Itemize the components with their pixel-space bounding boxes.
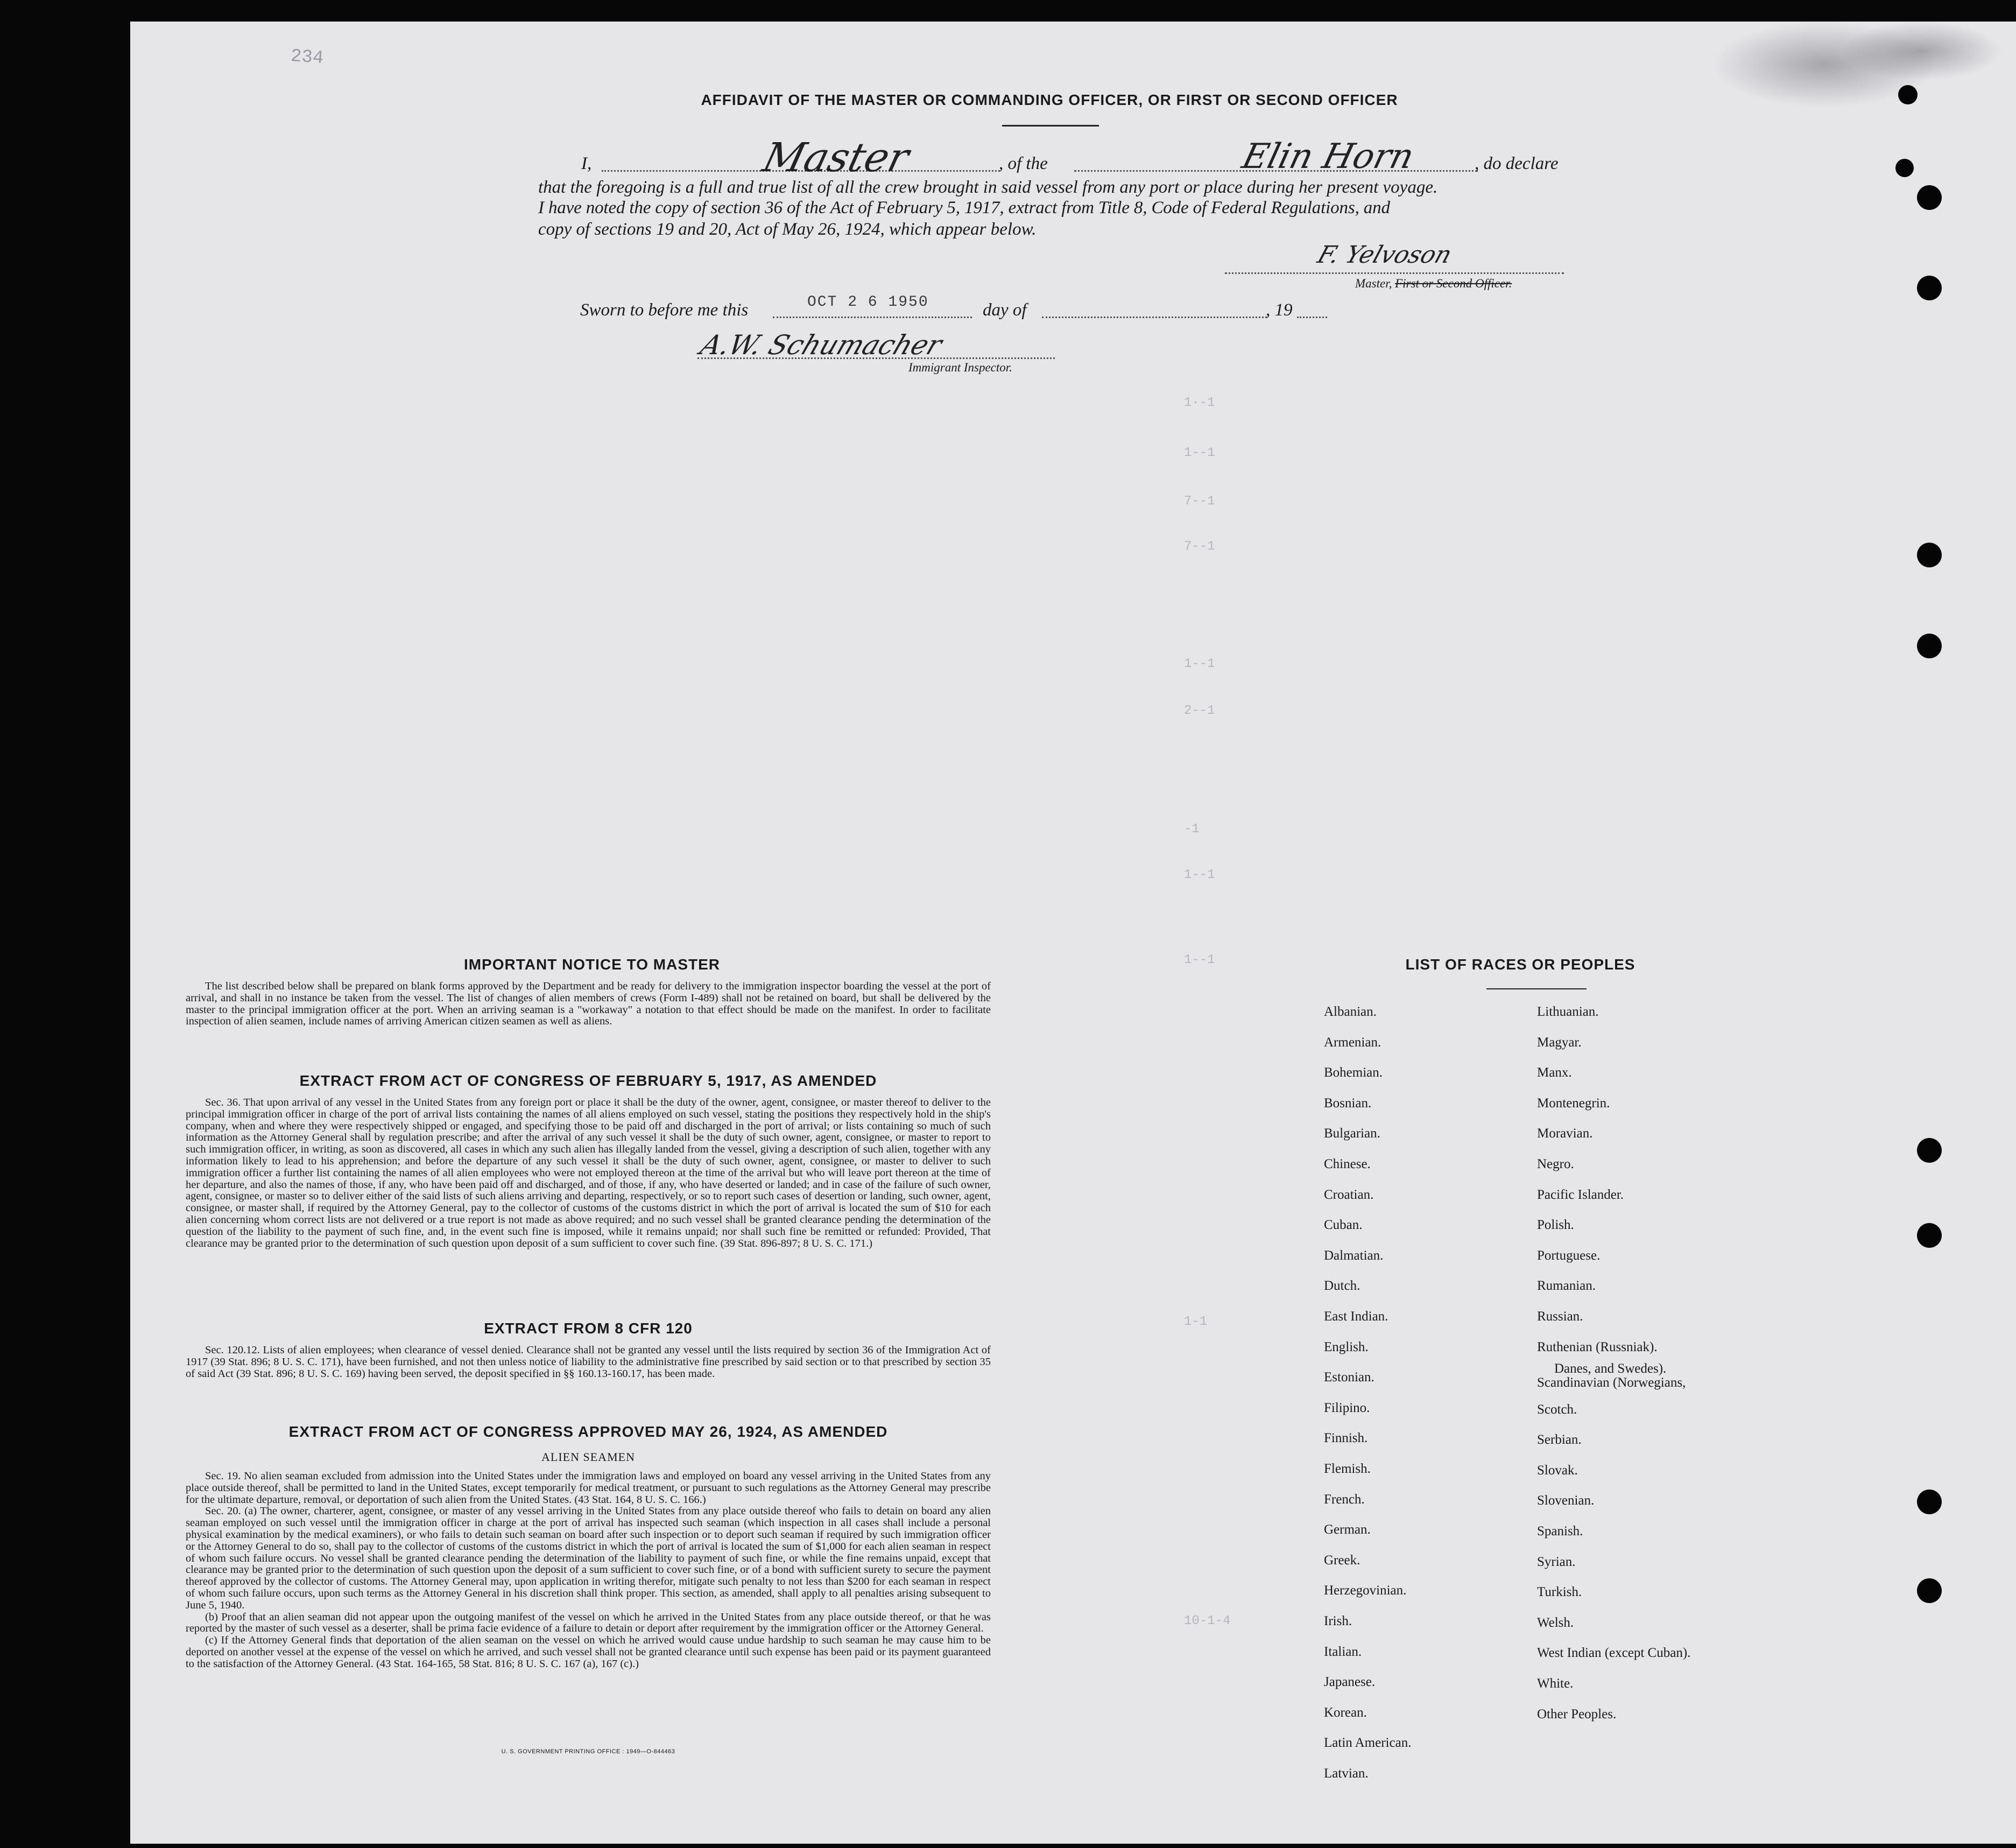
bleed-through-marks: 1·-1	[1184, 396, 1215, 410]
notice-paragraph: The list described below shall be prepared on blank forms approved by the Department and be ready for delivery to the immigration inspector boarding the vessel at the port of arrival, and shall in no instance be taken from the vessel. The list of changes of alien members of crews (Form I-489) shall not be retained on board, but shall be delivered by the master to the principal immigration officer at the port. When an arriving seaman is a "workaway" a notation to that effect should be made on the manifest. In order to facilitate inspection of alien seamen, include names of arriving American citizen seamen as well as aliens.	[186, 980, 991, 1028]
declaration-do-declare: , do declare	[1475, 154, 1559, 173]
printing-office-footer: U. S. GOVERNMENT PRINTING OFFICE : 1949—O-844463	[501, 1748, 675, 1755]
race-item: Portuguese.	[1537, 1248, 1601, 1263]
bleed-through-marks: 7--1	[1184, 494, 1215, 509]
bleed-through-marks: 1--1	[1184, 868, 1215, 882]
race-item: Japanese.	[1324, 1675, 1376, 1690]
bleed-through-marks: 7--1	[1184, 539, 1215, 554]
race-item: Herzegovinian.	[1324, 1583, 1407, 1598]
extract-1917-text	[186, 1097, 991, 1249]
signature-caption	[1355, 277, 1512, 291]
race-item: Bulgarian.	[1324, 1126, 1380, 1141]
race-item: Spanish.	[1537, 1524, 1583, 1539]
inspector-caption: Immigrant Inspector.	[908, 361, 1012, 374]
race-item: Negro.	[1537, 1157, 1574, 1171]
notice-title: IMPORTANT NOTICE TO MASTER	[463, 956, 721, 973]
race-item: Estonian.	[1324, 1370, 1374, 1385]
extract-1917-title: EXTRACT FROM ACT OF CONGRESS OF FEBRUARY 5, 1917, AS AMENDED	[299, 1072, 877, 1089]
race-item: Finnish.	[1324, 1431, 1368, 1446]
notice-text	[186, 981, 991, 1028]
race-item: Pacific Islander.	[1537, 1187, 1624, 1202]
race-item: Moravian.	[1537, 1126, 1593, 1141]
race-item: Bohemian.	[1324, 1065, 1383, 1080]
signature-caption-master: Master,	[1355, 277, 1392, 290]
title-underline	[1002, 125, 1099, 127]
race-item: French.	[1324, 1492, 1365, 1507]
race-item: Slovak.	[1537, 1463, 1578, 1478]
race-item: West Indian (except Cuban).	[1537, 1646, 1691, 1661]
section-20b-paragraph: (b) Proof that an alien seaman did not appear upon the outgoing manifest of the vessel on which he arrived in the United States from any place outside thereof, or that he was reported by the master of such vessel as a deserter, shall be prima facie evidence of a failure to detain or deport after requirement by the immigration officer or the Attorney General.	[186, 1611, 991, 1635]
races-title-underline	[1486, 988, 1587, 989]
punch-hole	[1917, 276, 1942, 300]
declaration-of-the: , of the	[999, 154, 1048, 173]
vessel-name-handwritten: Elin Horn	[1238, 137, 1418, 177]
inspector-signature: A.W. Schumacher	[696, 329, 947, 361]
race-item: Bosnian.	[1324, 1095, 1372, 1111]
race-item: Latin American.	[1324, 1735, 1412, 1751]
section-36-paragraph: Sec. 36. That upon arrival of any vessel in the United States from any foreign port or place it shall be the duty of the owner, agent, consignee, or master thereof to deliver to the principal immigration officer in charge of the port of arrival lists containing the names of all aliens employed on such vessel, stating the positions they respectively hold in the ship's company, when and where they were respectively shipped or engaged, and specifying those to be paid off and discharged in the port of arrival; or lists containing so much of such information as the Attorney General shall by regulation prescribe; and after the arrival of any such vessel it shall be the duty of such owner, agent, consignee, or master to report to such immigration officer, in writing, as soon as discovered, all cases in which any such alien has illegally landed from the vessel, giving a description of such alien, together with any information likely to lead to his apprehension; and before the departure of any such vessel it shall be the duty of such owner, agent, consignee, or master to deliver to such immigration officer a further list containing the names of all alien employees who were not employed thereon at the time of the arrival but who will leave port thereon at the time of her departure, and also the names of those, if any, who have been paid off and discharged, and of those, if any, who have deserted or landed; and in case of the failure of such owner, agent, consignee, or master so to deliver either of the said lists of such aliens arriving and departing, respectively, or so to report such cases of desertion or landing, such owner, agent, consignee, or master shall, if required by the Attorney General, pay to the collector of customs of the customs district in which the port of arrival is located the sum of $10 for each alien concerning whom correct lists are not delivered or a true report is not made as above required; and no such vessel shall be granted clearance pending the determination of the question of the liability to the payment of such fine, and, in the event such fine is imposed, while it remains unpaid; nor shall such fine be remitted or refunded: Provided, That clearance may be granted prior to the determination of such question upon deposit of a sum sufficient to cover such fine. (39 Stat. 896-897; 8 U. S. C. 171.)	[186, 1097, 991, 1249]
alien-seamen-subtitle: ALIEN SEAMEN	[541, 1450, 635, 1464]
race-item: Danes, and Swedes).	[1554, 1361, 1667, 1376]
race-item: Rumanian.	[1537, 1278, 1596, 1294]
sworn-label: Sworn to before me this	[580, 300, 749, 320]
race-item: White.	[1537, 1676, 1574, 1691]
master-signature-line	[1225, 272, 1564, 274]
race-item: Italian.	[1324, 1644, 1362, 1659]
race-item: Croatian.	[1324, 1187, 1374, 1202]
section-19-paragraph: Sec. 19. No alien seaman excluded from admission into the United States under the immigration laws and employed on board any vessel arriving in the United States from any place outside thereof, shall be permitted to land in the United States, except temporarily for medical treatment, or pursuant to such regulations as the Attorney General may prescribe for the ultimate departure, removal, or deportation of such alien from the United States. (43 Stat. 164, 8 U. S. C. 166.)	[186, 1470, 991, 1506]
section-20a-paragraph: Sec. 20. (a) The owner, charterer, agent, consignee, or master of any vessel arriving in the United States from any place outside thereof who fails to detain on board any alien seaman employed on such vessel until the immigration officer in charge at the port of arrival has inspected such seaman (which inspection in all cases shall include a personal physical examination by the medical examiners), or who fails to detain such seaman on board after such inspection or to deport such seaman if required by such immigration officer or the Attorney General to do so, shall pay to the collector of customs of the customs district in which the port of arrival is located the sum of $1,000 for each alien seaman in respect of whom such failure occurs. No vessel shall be granted clearance pending the determination of the liability to payment of such fine, or while the fine remains unpaid, except that clearance may be granted prior to the determination of such question upon the deposit of a sum sufficient to cover such fine, or of a bond with sufficient surety to secure the payment thereof approved by the collector of customs. The Attorney General may, upon application in writing therefor, mitigate such penalty to not less than $200 for each seaman in respect of whom such failure occurs, upon such terms as the Attorney General in his discretion shall think proper. This section, as amended, shall apply to all penalties arising subsequent to June 5, 1940.	[186, 1505, 991, 1611]
race-item: Dutch.	[1324, 1278, 1361, 1294]
extract-1924-title: EXTRACT FROM ACT OF CONGRESS APPROVED MAY 26, 1924, AS AMENDED	[288, 1423, 888, 1440]
declaration-line-4: copy of sections 19 and 20, Act of May 26, 1924, which appear below.	[538, 220, 1037, 239]
master-signature: F. Yelvoson	[1314, 241, 1456, 269]
race-item: Scotch.	[1537, 1402, 1577, 1417]
punch-hole	[1917, 1489, 1942, 1514]
bleed-through-marks: 1--1	[1184, 446, 1215, 460]
race-item: Russian.	[1537, 1309, 1583, 1324]
race-item: Slovenian.	[1537, 1493, 1595, 1508]
inspector-signature-line	[697, 357, 1055, 359]
race-item: Scandinavian (Norwegians,	[1537, 1375, 1686, 1390]
punch-hole	[1917, 634, 1942, 658]
race-item: Filipino.	[1324, 1400, 1370, 1415]
punch-hole	[1917, 1578, 1942, 1603]
race-item: Lithuanian.	[1537, 1004, 1599, 1019]
section-20c-paragraph: (c) If the Attorney General finds that deportation of the alien seaman on the vessel on which he arrived would cause undue hardship to such seaman he may cause him to be deported on another vessel at the expense of the vessel on which he arrived, and such vessel shall not be granted clearance until such expense has been paid or its payment guaranteed to the satisfaction of the Attorney General. (43 Stat. 164-165, 58 Stat. 816; 8 U. S. C. 167 (a), 167 (c).)	[186, 1634, 991, 1670]
declaration-i: I,	[581, 154, 592, 173]
race-item: Turkish.	[1537, 1585, 1582, 1600]
race-item: Magyar.	[1537, 1035, 1582, 1050]
punch-hole	[1917, 185, 1942, 210]
year-field	[1297, 317, 1327, 318]
race-item: Armenian.	[1324, 1035, 1381, 1050]
month-field	[1042, 317, 1267, 318]
race-item: Dalmatian.	[1324, 1248, 1384, 1263]
race-item: East Indian.	[1324, 1309, 1388, 1324]
race-item: Albanian.	[1324, 1004, 1377, 1019]
section-120-paragraph: Sec. 120.12. Lists of alien employees; when clearance of vessel denied. Clearance shall not be granted any vessel until the lists required by section 36 of the Immigration Act of 1917 (39 Stat. 896; 8 U. S. C. 171), have been furnished, and not then unless notice of liability to the administrative fine prescribed by said section or to that prescribed by section 35 of said Act (39 Stat. 896; 8 U. S. C. 169) having been served, the deposit specified in §§ 160.13-160.17, has been made.	[186, 1344, 991, 1380]
date-stamp: OCT 2 6 1950	[807, 294, 929, 311]
race-item: Greek.	[1324, 1552, 1361, 1568]
bleed-through-marks: 1--1	[1184, 953, 1215, 967]
race-item: Cuban.	[1324, 1218, 1363, 1233]
bleed-through-marks: 1-1	[1184, 1315, 1208, 1329]
bleed-through-marks: 2--1	[1184, 704, 1215, 718]
race-item: Korean.	[1324, 1705, 1367, 1720]
signature-caption-officer: First or Second Officer.	[1395, 277, 1512, 290]
race-item: Serbian.	[1537, 1432, 1582, 1448]
punch-hole	[1917, 543, 1942, 567]
race-item: Polish.	[1537, 1218, 1574, 1233]
extract-1924-text	[186, 1471, 991, 1670]
race-item: Welsh.	[1537, 1615, 1574, 1630]
race-item: Other Peoples.	[1537, 1706, 1617, 1721]
race-item: Ruthenian (Russniak).	[1537, 1339, 1658, 1354]
declaration-line-3: I have noted the copy of section 36 of the Act of February 5, 1917, extract from Title 8, Code of Federal Regulations, and	[538, 198, 1390, 217]
sworn-date-field	[773, 317, 972, 318]
declaration-line-2: that the foregoing is a full and true list of all the crew brought in said vessel from any port or place during her present voyage.	[538, 178, 1438, 197]
ink-smudge	[1841, 22, 2002, 81]
officer-title-handwritten: Master	[758, 135, 914, 181]
extract-cfr-text	[186, 1345, 991, 1380]
races-title: LIST OF RACES OR PEOPLES	[1405, 956, 1636, 973]
day-of-label: day of	[983, 300, 1027, 320]
page-number: 234	[290, 46, 325, 69]
race-item: Chinese.	[1324, 1157, 1371, 1171]
affidavit-title: AFFIDAVIT OF THE MASTER OR COMMANDING OFFICER, OR FIRST OR SECOND OFFICER	[701, 92, 1398, 108]
race-item: German.	[1324, 1522, 1371, 1537]
race-item: Syrian.	[1537, 1554, 1576, 1569]
punch-hole	[1917, 1223, 1942, 1248]
punch-hole	[1898, 85, 1918, 104]
punch-hole	[1895, 159, 1914, 177]
bleed-through-marks: 10-1-4	[1184, 1614, 1231, 1628]
race-item: Latvian.	[1324, 1766, 1369, 1781]
race-item: English.	[1324, 1339, 1369, 1354]
race-item: Irish.	[1324, 1614, 1352, 1628]
punch-hole	[1917, 1138, 1942, 1163]
year-label: , 19	[1266, 300, 1293, 320]
race-item: Flemish.	[1324, 1461, 1371, 1476]
bleed-through-marks: -1	[1184, 822, 1200, 837]
bleed-through-marks: 1--1	[1184, 657, 1215, 671]
extract-cfr-title: EXTRACT FROM 8 CFR 120	[484, 1320, 693, 1337]
race-item: Montenegrin.	[1537, 1095, 1610, 1111]
race-item: Manx.	[1537, 1065, 1572, 1080]
